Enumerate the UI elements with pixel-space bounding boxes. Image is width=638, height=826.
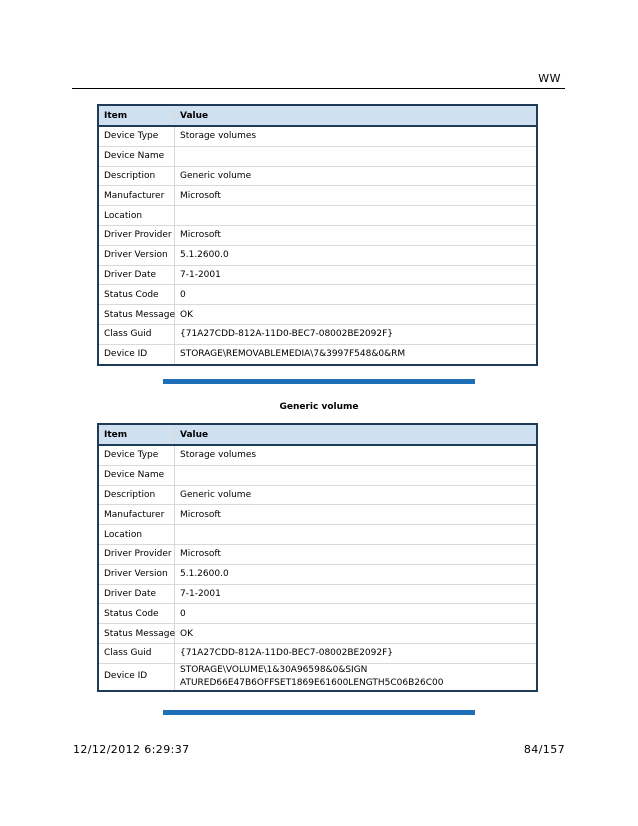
table-row — [98, 305, 537, 325]
table-header-row — [98, 424, 537, 445]
property-name-cell: Device Type — [98, 126, 175, 146]
table-row — [98, 564, 537, 584]
property-value-cell: Microsoft — [175, 505, 538, 525]
column-header-value: Value — [175, 424, 538, 445]
property-name-cell: Class Guid — [98, 643, 175, 663]
property-name-cell: Status Message — [98, 305, 175, 325]
property-name-cell: Driver Provider — [98, 544, 175, 564]
table-row — [98, 643, 537, 663]
property-name-cell: Description — [98, 485, 175, 505]
property-name-cell: Device Type — [98, 445, 175, 465]
property-value-cell: 7-1-2001 — [175, 265, 538, 285]
table-row — [98, 186, 537, 206]
property-value-cell: 5.1.2600.0 — [175, 245, 538, 265]
property-name-cell: Status Message — [98, 624, 175, 644]
footer-page-number: 84/157 — [523, 743, 565, 756]
properties-table-2 — [97, 423, 538, 692]
property-name-cell: Driver Version — [98, 245, 175, 265]
table-row — [98, 465, 537, 485]
property-name-cell: Status Code — [98, 604, 175, 624]
property-value-cell — [175, 146, 538, 166]
property-value-cell: OK — [175, 624, 538, 644]
table-row — [98, 265, 537, 285]
table-row — [98, 485, 537, 505]
table-row — [98, 344, 537, 364]
table-row — [98, 604, 537, 624]
page-header-text: WW — [538, 72, 561, 85]
property-value-cell: Generic volume — [175, 166, 538, 186]
column-header-value: Value — [175, 105, 538, 126]
section-divider-bar — [163, 710, 475, 715]
property-name-cell: Manufacturer — [98, 186, 175, 206]
property-name-cell: Driver Version — [98, 564, 175, 584]
table-row — [98, 285, 537, 305]
property-value-cell: 0 — [175, 604, 538, 624]
property-value-cell: 0 — [175, 285, 538, 305]
property-value-cell: Generic volume — [175, 485, 538, 505]
column-header-item: Item — [98, 105, 175, 126]
table-row — [98, 505, 537, 525]
table-row — [98, 126, 537, 146]
property-name-cell: Device ID — [98, 663, 175, 691]
table-row — [98, 584, 537, 604]
properties-table-1 — [97, 104, 538, 366]
property-value-cell: Storage volumes — [175, 126, 538, 146]
property-value-cell: Microsoft — [175, 544, 538, 564]
table-header-row — [98, 105, 537, 126]
property-name-cell: Device Name — [98, 146, 175, 166]
property-name-cell: Location — [98, 206, 175, 226]
table-row — [98, 225, 537, 245]
header-divider — [72, 88, 565, 89]
table-row — [98, 206, 537, 226]
property-value-cell: {71A27CDD-812A-11D0-BEC7-08002BE2092F} — [175, 643, 538, 663]
table-row — [98, 324, 537, 344]
property-name-cell: Device Name — [98, 465, 175, 485]
property-value-cell: Microsoft — [175, 225, 538, 245]
property-name-cell: Driver Date — [98, 265, 175, 285]
property-value-cell: OK — [175, 305, 538, 325]
property-value-cell — [175, 525, 538, 545]
property-value-cell: {71A27CDD-812A-11D0-BEC7-08002BE2092F} — [175, 324, 538, 344]
property-name-cell: Manufacturer — [98, 505, 175, 525]
property-name-cell: Driver Provider — [98, 225, 175, 245]
property-value-cell — [175, 206, 538, 226]
property-value-cell: 5.1.2600.0 — [175, 564, 538, 584]
section-divider-bar — [163, 379, 475, 384]
table-row — [98, 245, 537, 265]
property-value-cell — [175, 465, 538, 485]
column-header-item: Item — [98, 424, 175, 445]
property-name-cell: Location — [98, 525, 175, 545]
table-row — [98, 525, 537, 545]
property-name-cell: Description — [98, 166, 175, 186]
table-row — [98, 663, 537, 691]
property-name-cell: Class Guid — [98, 324, 175, 344]
property-value-cell: STORAGE\VOLUME\1&30A96598&0&SIGN ATURED66E47B6OFFSET1869E61600LENGTH5C06B26C00 — [175, 663, 538, 691]
property-name-cell: Driver Date — [98, 584, 175, 604]
section-caption: Generic volume — [279, 402, 359, 412]
table-row — [98, 146, 537, 166]
property-value-cell: Microsoft — [175, 186, 538, 206]
footer-datetime: 12/12/2012 6:29:37 — [73, 743, 190, 756]
property-name-cell: Device ID — [98, 344, 175, 364]
property-value-cell: STORAGE\REMOVABLEMEDIA\7&3997F548&0&RM — [175, 344, 538, 364]
table-row — [98, 624, 537, 644]
property-value-cell: 7-1-2001 — [175, 584, 538, 604]
table-row — [98, 166, 537, 186]
table-row — [98, 544, 537, 564]
property-name-cell: Status Code — [98, 285, 175, 305]
table-row — [98, 445, 537, 465]
property-value-cell: Storage volumes — [175, 445, 538, 465]
